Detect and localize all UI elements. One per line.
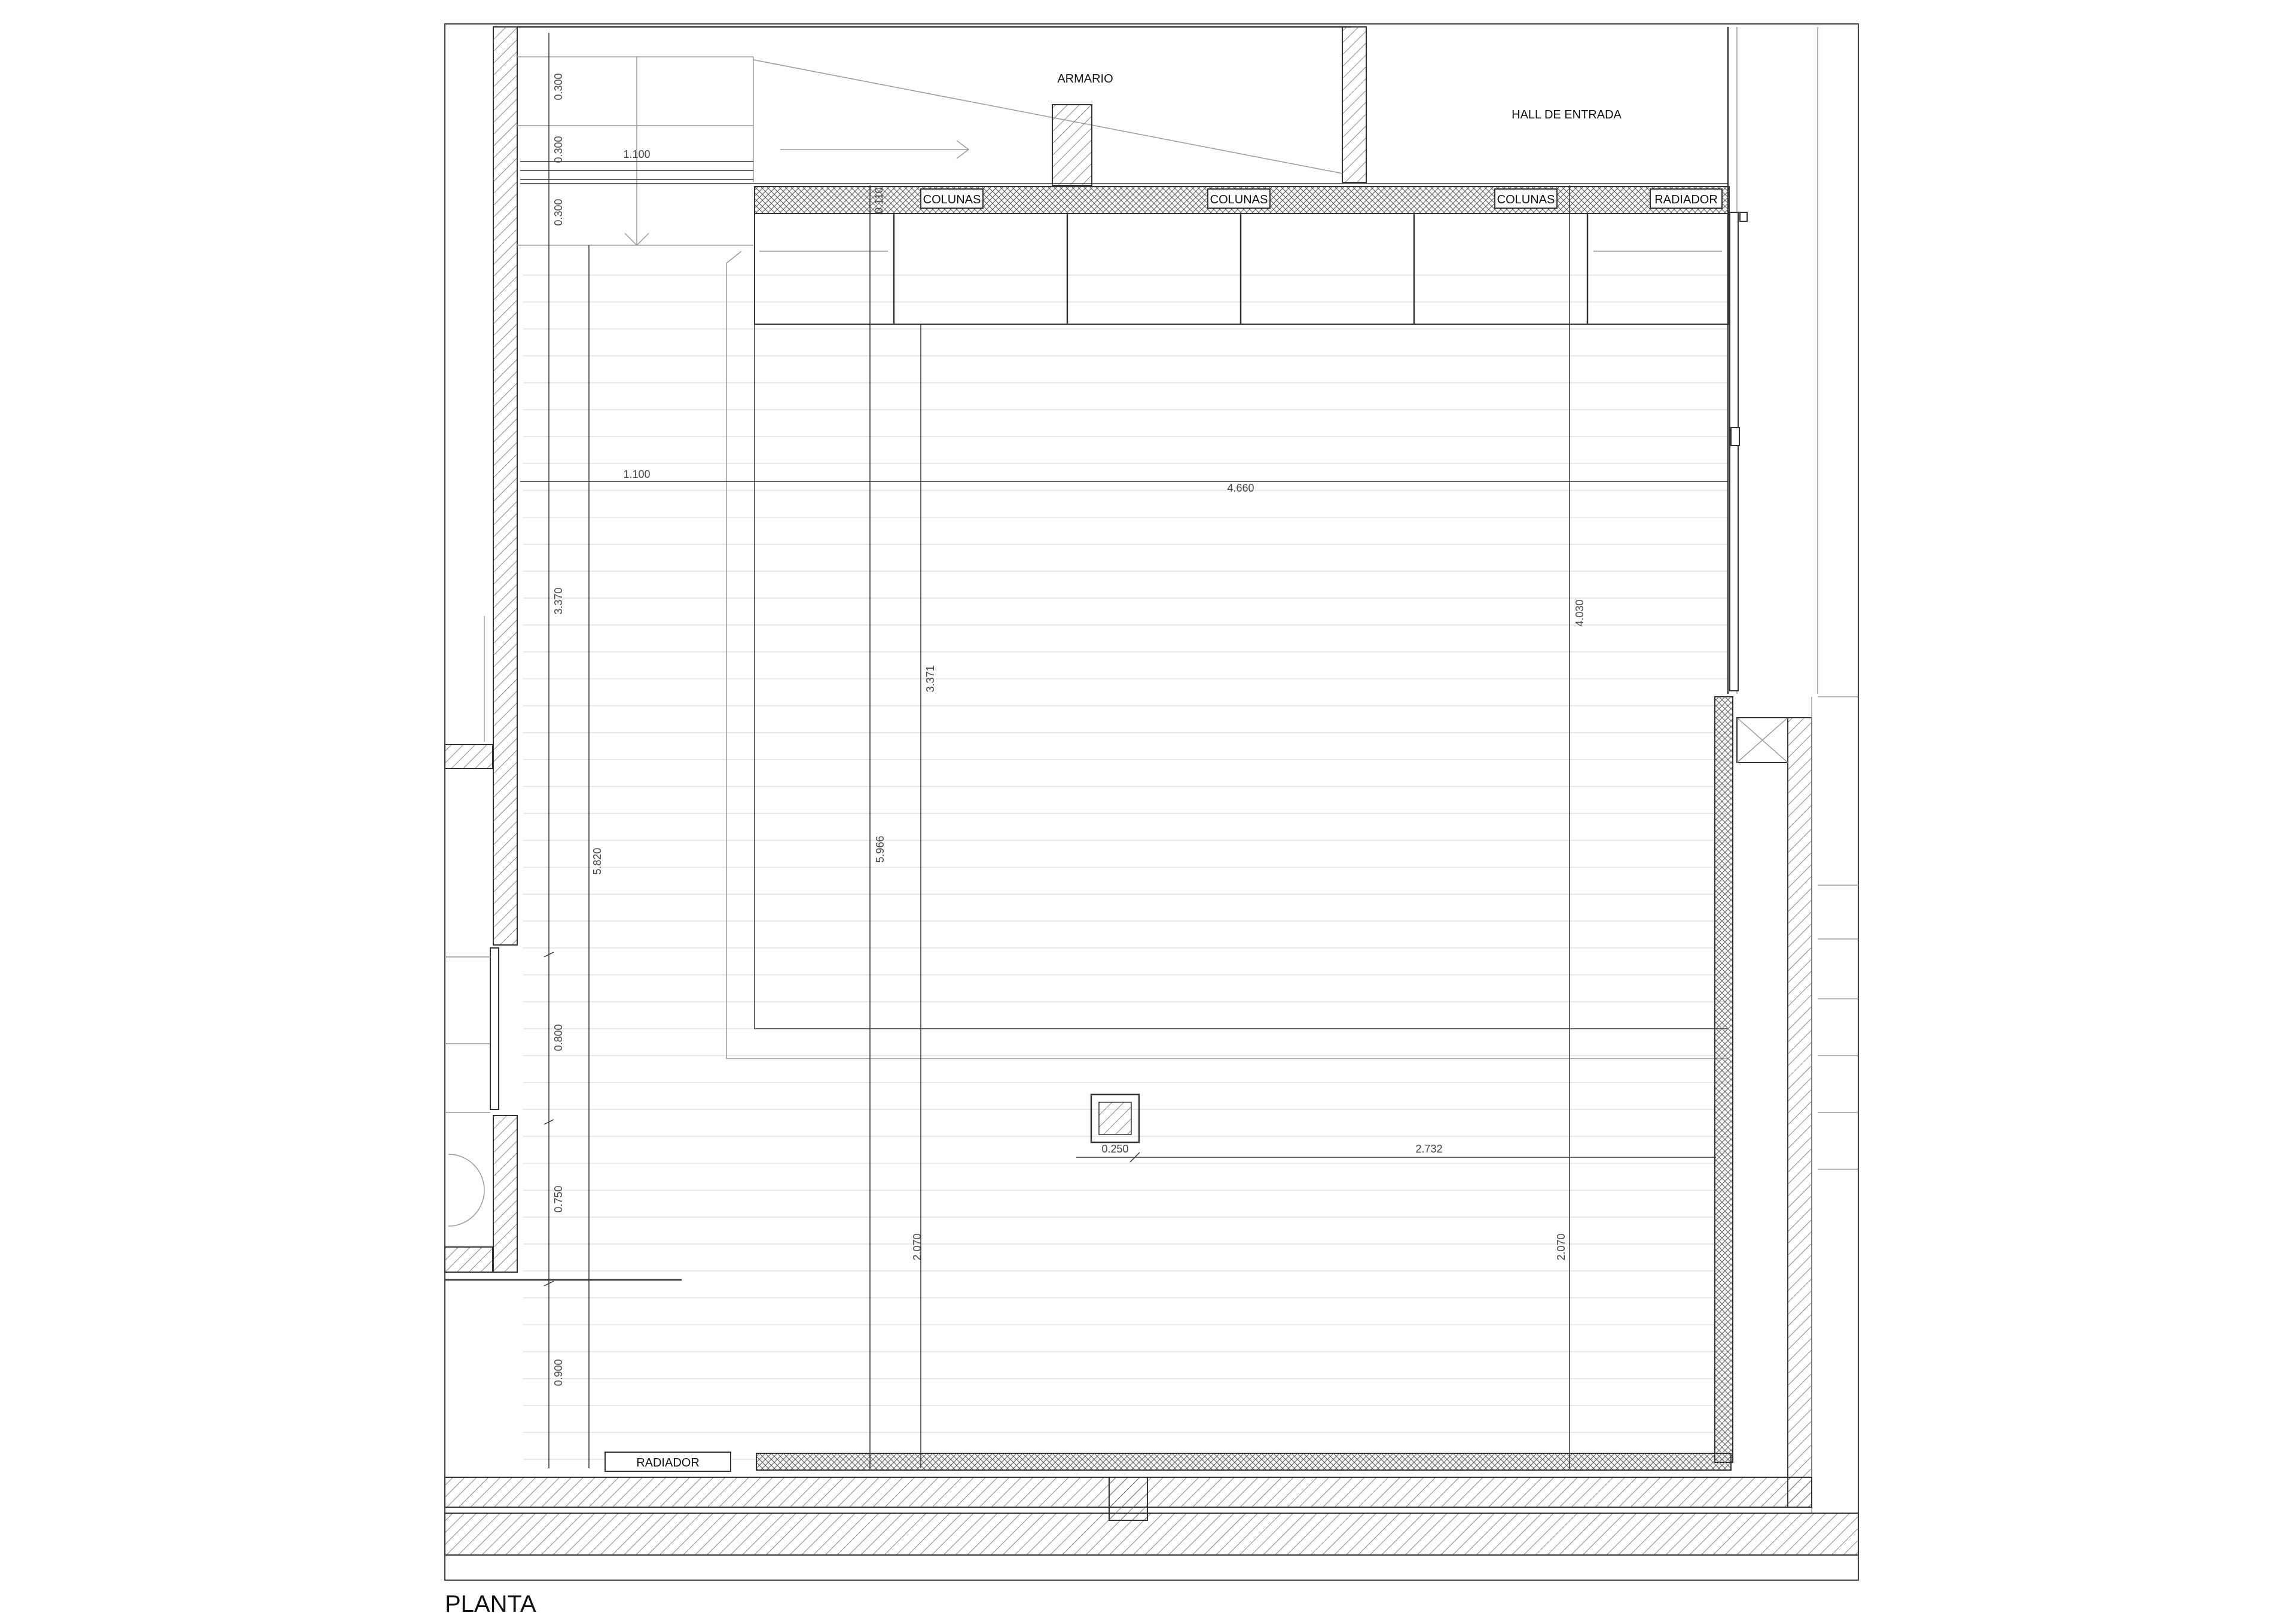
radiador-bottom-label: RADIADOR [636,1456,700,1469]
dim-beam-height: 0.110 [873,187,885,214]
dim-col-size: 0.250 [1101,1143,1129,1155]
bottom-wall-outer [445,1513,1858,1555]
dimension-lines [520,33,1728,1468]
chimney [1052,105,1092,185]
dim-left-top-1: 0.300 [552,73,564,100]
dim-mid-width-right: 4.660 [1227,482,1254,494]
top-partition-wall [1342,27,1366,182]
colunas-label-3: COLUNAS [1497,193,1555,206]
dim-left-mid: 3.370 [552,587,564,615]
colunas-label-2: COLUNAS [1210,193,1268,206]
dim-lower-left: 2.070 [911,1233,923,1261]
dim-col-to-wall: 2.732 [1415,1143,1443,1155]
dim-left-top-3: 0.300 [552,199,564,226]
left-window [490,948,499,1109]
drawing-title: PLANTA [445,1591,536,1617]
dim-lower-right: 2.070 [1555,1233,1567,1261]
dim-left-08: 0.800 [552,1024,564,1051]
left-wall-stub [445,745,493,769]
bottom-beam [756,1453,1731,1470]
left-wall-lower [493,1115,517,1272]
right-upper-window [1730,212,1738,691]
dim-depth-right: 4.030 [1574,599,1586,627]
room-hall-label: HALL DE ENTRADA [1512,108,1622,121]
dim-mid-width-left: 1.100 [623,468,651,480]
dim-left-top-2: 0.300 [552,136,564,163]
colunas-label-1: COLUNAS [923,193,981,206]
left-wall [493,27,517,945]
radiador-top-label: RADIADOR [1654,193,1718,206]
left-wall-stub-2 [445,1247,493,1272]
dim-left-09: 0.900 [552,1359,564,1386]
dim-top-width: 1.100 [623,148,651,160]
rug-outline [755,324,1728,1029]
cabinet-row [755,214,1729,324]
right-lower-wall-outer [1788,718,1812,1507]
dim-depth-2: 3.371 [924,665,936,693]
dim-left-075: 0.750 [552,1185,564,1213]
right-lower-wall [1715,697,1733,1462]
floor-boards [523,275,1728,1459]
dim-depth-1: 5.966 [874,836,886,863]
drawing-frame [445,24,1858,1580]
bottom-column [1109,1477,1147,1520]
room-armario-label: ARMARIO [1057,72,1113,86]
dim-overall-height: 5.820 [591,847,603,875]
